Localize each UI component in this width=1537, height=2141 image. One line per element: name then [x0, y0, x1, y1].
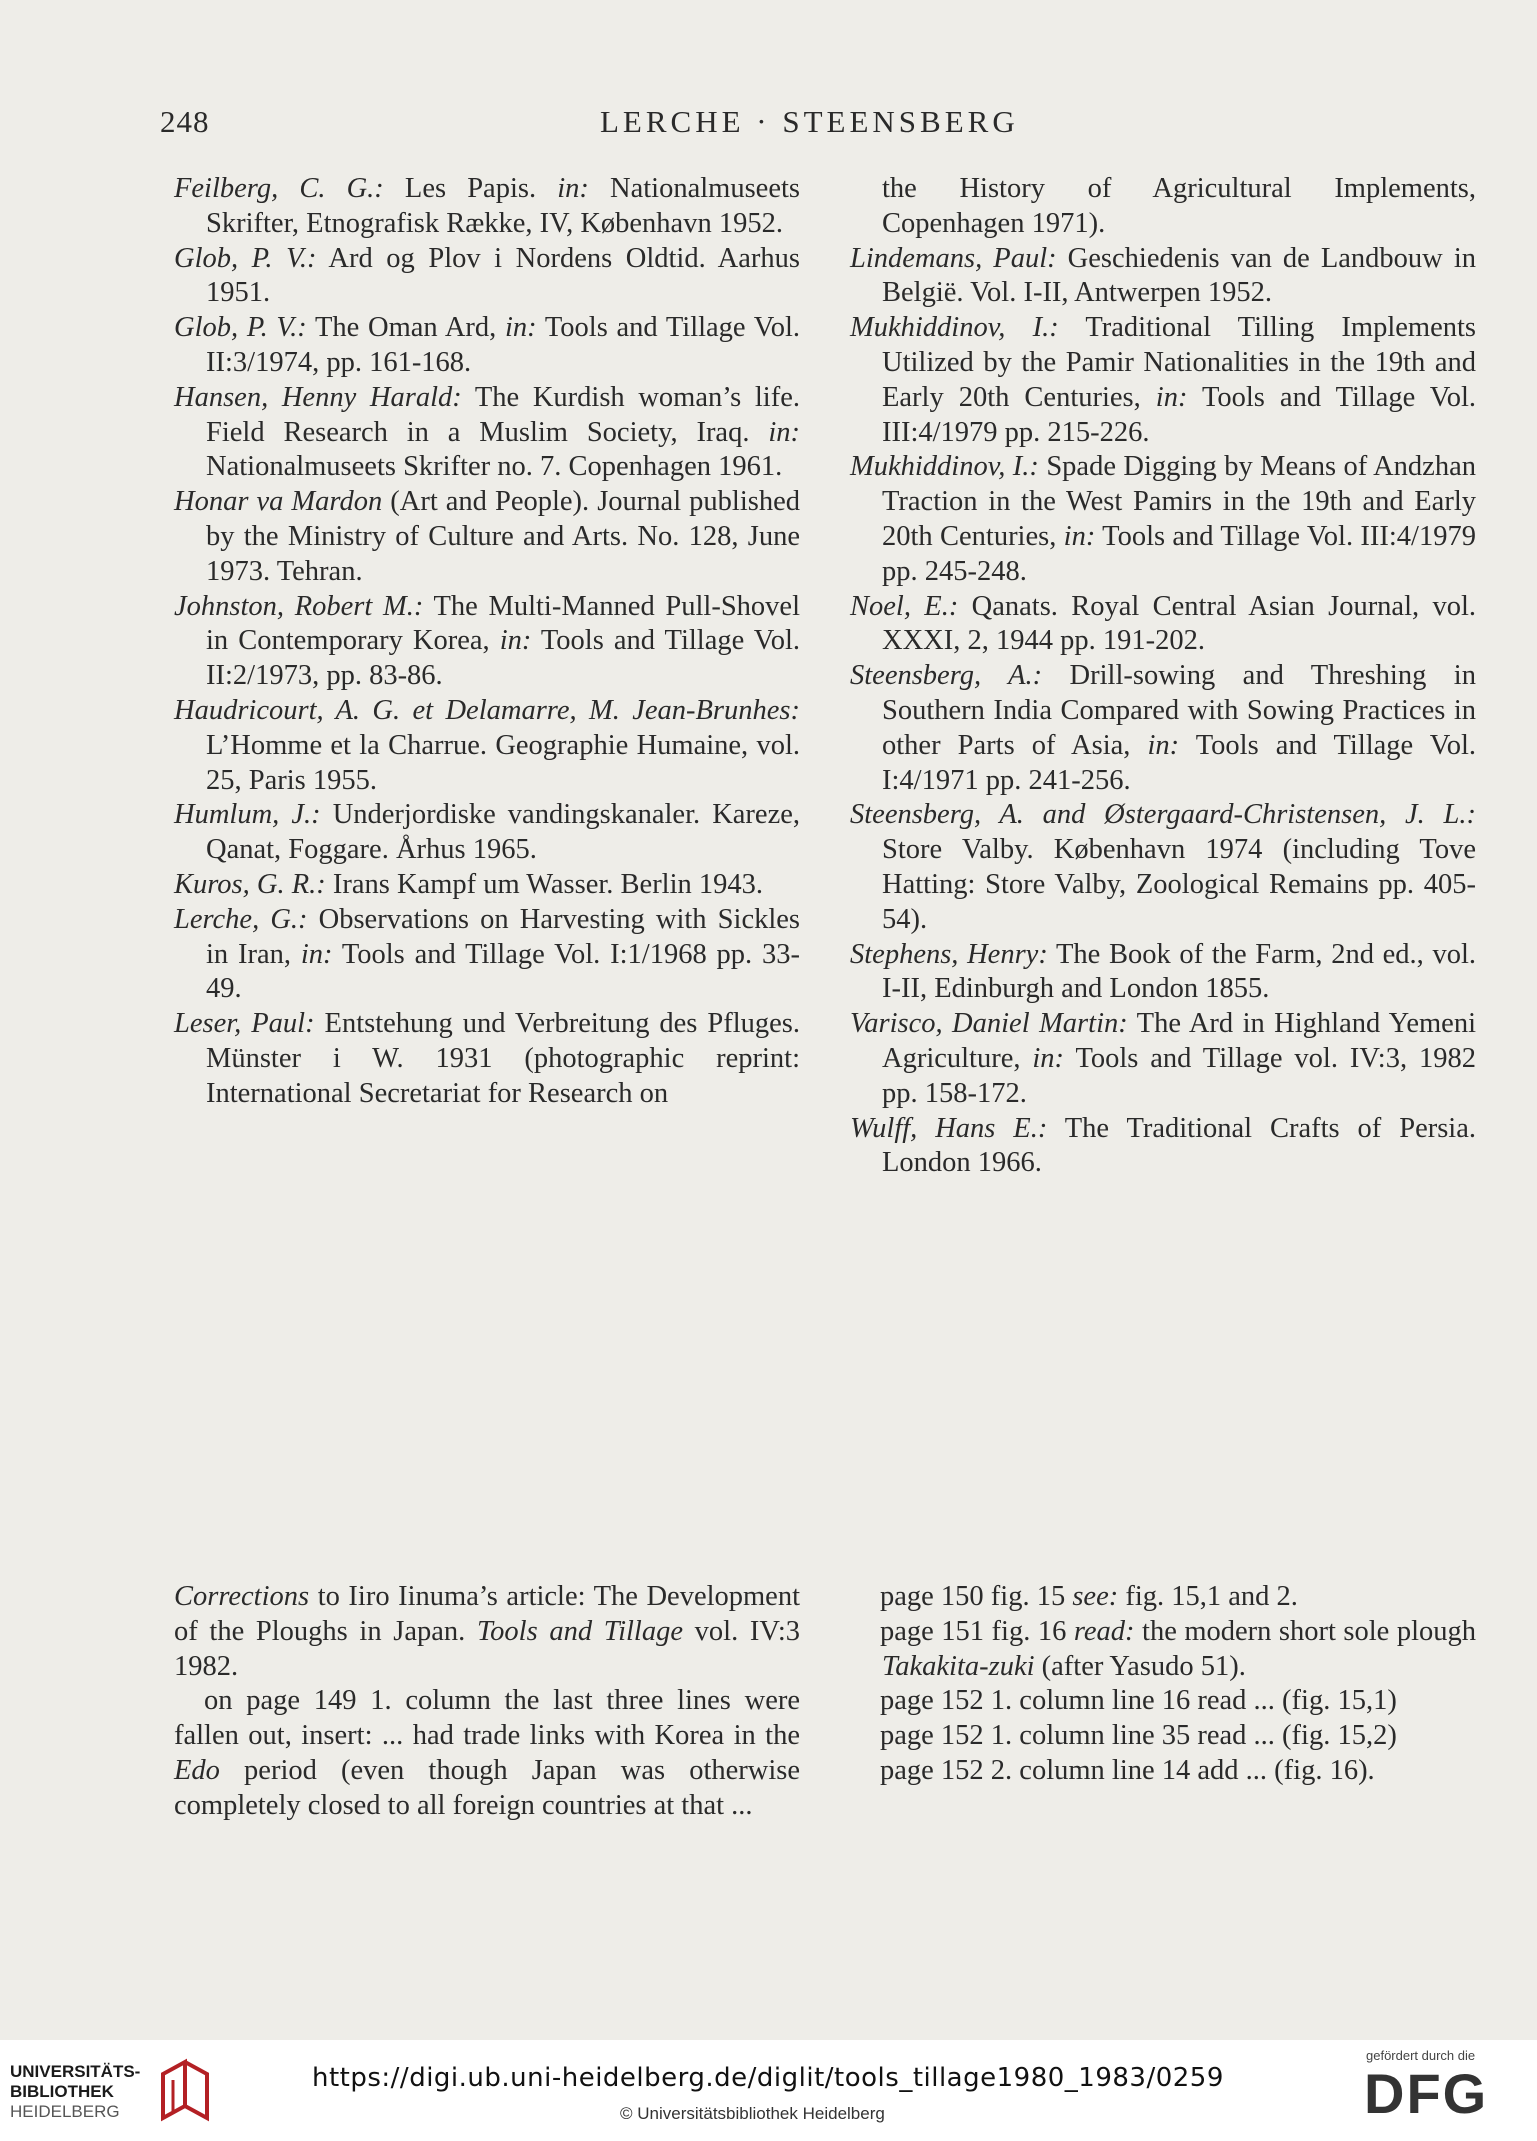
entry-author: Glob, P. V.: [174, 242, 317, 274]
library-name-line1: UNIVERSITÄTS- [10, 2062, 141, 2081]
entry-text: The Oman Ard, [306, 312, 505, 344]
entry-author: Glob, P. V.: [174, 312, 307, 344]
corrections-para-text-end: period (even though Japan was otherwise completely closed to all foreign countries at that ... [174, 1754, 800, 1821]
entry-text: Qanats. Royal Central Asian Journal, vol. XXXI, 2, 1944 pp. 191-202. [882, 590, 1476, 657]
entry-author: Humlum, J.: [174, 799, 321, 831]
corrections-journal: Tools and Tillage [476, 1615, 683, 1647]
entry-author: Noel, E.: [850, 590, 959, 622]
bibliography-entry [174, 868, 800, 903]
entry-in: in: [504, 312, 537, 344]
correction-text: page 151 fig. 16 [880, 1615, 1074, 1647]
entry-rest: Tools and Tillage Vol. II:3/1974, pp. 161-168. [206, 312, 800, 378]
entry-text: The Book of the Farm, 2nd ed., vol. I-II, Edinburgh and London 1855. [882, 938, 1476, 1005]
source-url-link[interactable]: https://digi.ub.uni-heidelberg.de/diglit/tools_tillage1980_1983/0259 [312, 2063, 1224, 2093]
entry-author: Feilberg, C. G.: [174, 173, 384, 204]
entry-author: Steensberg, A.: [850, 660, 1043, 692]
correction-line [850, 1719, 1476, 1754]
bibliography-entry [174, 381, 800, 485]
entry-author: Steensberg, A. and Østergaard-Christensen, J. L.: [850, 799, 1476, 831]
entry-text: Observations on Harvesting with Sickles in Iran, [206, 903, 800, 970]
entry-text: Drill-sowing and Threshing in Southern India Compared with Sowing Practices in other Parts of Asia, [882, 660, 1476, 761]
entry-text: Geschiedenis van de Landbouw in België. Vol. I-II, Antwerpen 1952. [882, 242, 1476, 309]
correction-text: page 152 2. column line 14 add ... (fig. 16). [880, 1754, 1375, 1786]
bibliography-left-column [174, 172, 800, 1112]
bibliography-entry [850, 242, 1476, 312]
entry-text: (Art and People). Journal published by the Ministry of Culture and Arts. No. 128, June 1973. Tehran. [206, 486, 800, 587]
entry-in: in: [557, 173, 589, 204]
bibliography-entry [850, 450, 1476, 589]
bibliography-entry [850, 1112, 1476, 1182]
entry-author: Lindemans, Paul: [850, 242, 1057, 274]
entry-in: in: [1063, 520, 1096, 552]
entry-author: Leser, Paul: [174, 1008, 315, 1040]
entry-in: in: [1155, 381, 1188, 413]
bibliography-entry [850, 798, 1476, 937]
correction-read: read: [1073, 1615, 1135, 1647]
entry-author: Lerche, G.: [174, 903, 308, 935]
entry-rest: Tools and Tillage Vol. I:1/1968 pp. 33-49. [206, 938, 800, 1005]
bibliography-entry [174, 485, 800, 589]
correction-text: the modern short sole plough [1134, 1615, 1476, 1647]
correction-text: fig. 15,1 and 2. [1118, 1581, 1298, 1612]
library-name-line3: HEIDELBERG [10, 2102, 120, 2121]
entry-author: Johnston, Robert M.: [174, 590, 424, 622]
entry-text: The Kurdish woman’s life. Field Research in a Muslim Society, Iraq. [206, 381, 800, 448]
entry-in: in: [768, 416, 800, 448]
bibliography-entry [850, 311, 1476, 450]
entry-text: Entstehung und Verbreitung des Pfluges. Münster i W. 1931 (photographic reprint: International Secretariat for Research on [206, 1008, 800, 1109]
entry-author: Mukhiddinov, I.: [850, 451, 1039, 483]
entry-rest: Tools and Tillage Vol. III:4/1979 pp. 215-226. [882, 381, 1476, 448]
bibliography-entry [850, 938, 1476, 1008]
library-name-line2: BIBLIOTHEK [10, 2082, 114, 2101]
correction-text: page 152 1. column line 35 read ... (fig. 15,2) [880, 1720, 1397, 1752]
entry-in: in: [300, 938, 333, 970]
entry-text: Irans Kampf um Wasser. Berlin 1943. [325, 868, 764, 900]
bibliography-entry [174, 311, 800, 381]
entry-author: Hansen, Henny Harald: [174, 381, 462, 413]
corrections-intro-end: vol. IV:3 1982. [174, 1615, 800, 1682]
correction-see: see: [1072, 1581, 1119, 1612]
correction-text: page 152 1. column line 16 read ... (fig. 15,1) [880, 1685, 1397, 1717]
bibliography-entry [174, 798, 800, 868]
entry-in: in: [1147, 729, 1180, 761]
entry-in: in: [499, 625, 532, 657]
correction-takakita: Takakita-zuki [882, 1650, 1035, 1682]
bibliography-entry [850, 659, 1476, 798]
bibliography-entry [850, 172, 1476, 242]
corrections-edo: Edo [174, 1754, 220, 1786]
entry-text: Spade Digging by Means of Andzhan Traction in the West Pamirs in the 19th and Early 20th Centuries, [882, 451, 1476, 552]
entry-rest: Tools and Tillage Vol. I:4/1971 pp. 241-256. [882, 729, 1476, 796]
entry-author: Kuros, G. R.: [174, 868, 326, 900]
entry-in: in: [1032, 1042, 1065, 1074]
entry-author: Mukhiddinov, I.: [850, 312, 1059, 344]
bibliography-entry [850, 1007, 1476, 1111]
entry-text: The Traditional Crafts of Persia. London 1966. [882, 1112, 1476, 1179]
bibliography-entry [174, 242, 800, 312]
entry-author: Varisco, Daniel Martin: [850, 1008, 1128, 1040]
entry-rest: Tools and Tillage Vol. II:2/1973, pp. 83-86. [206, 625, 800, 692]
bibliography-right-column [850, 172, 1476, 1181]
bibliography-entry [174, 694, 800, 798]
entry-rest: Nationalmuseets Skrifter, Etnografisk Række, IV, København 1952. [206, 173, 800, 239]
library-logo-text[interactable] [10, 2062, 140, 2122]
copyright-notice: © Universitätsbibliothek Heidelberg [620, 2104, 885, 2123]
entry-text: Store Valby. København 1974 (including Tove Hatting: Store Valby, Zoological Remains pp. 405-54). [882, 834, 1476, 935]
entry-rest: Tools and Tillage Vol. III:4/1979 pp. 245-248. [882, 520, 1476, 587]
library-logo-icon [155, 2056, 215, 2126]
correction-line [850, 1615, 1476, 1685]
bibliography-entry [174, 172, 800, 242]
bibliography-entry [174, 1007, 800, 1111]
entry-author: Stephens, Henry: [850, 938, 1048, 970]
entry-text: L’Homme et la Charrue. Geographie Humaine, vol. 25, Paris 1955. [206, 729, 800, 796]
corrections-left [174, 1580, 800, 1824]
entry-text: The Ard in Highland Yemeni Agriculture, [882, 1008, 1476, 1074]
bibliography-entry [174, 590, 800, 694]
entry-text: The Multi-Manned Pull-Shovel in Contemporary Korea, [206, 590, 800, 657]
bibliography-entry [174, 903, 800, 1007]
correction-line [850, 1684, 1476, 1719]
corrections-para-text: on page 149 1. column the last three lines were fallen out, insert: ... had trade links with Korea in the [174, 1685, 800, 1752]
entry-text: Traditional Tilling Implements Utilized by the Pamir Nationalities in the 19th and Early 20th Centuries, [882, 312, 1476, 413]
entry-text: Les Papis. [383, 173, 558, 204]
bibliography-entry [850, 590, 1476, 660]
entry-author: Wulff, Hans E.: [850, 1112, 1048, 1144]
page-number: 248 [160, 104, 210, 139]
correction-line [850, 1580, 1476, 1615]
dfg-logo[interactable]: DFG [1364, 2062, 1489, 2125]
corrections-right [850, 1580, 1476, 1789]
entry-rest: Tools and Tillage vol. IV:3, 1982 pp. 158-172. [882, 1042, 1476, 1109]
corrections-intro-text: to Iiro Iinuma’s article: The Development of the Ploughs in Japan. [174, 1581, 800, 1647]
entry-rest: Nationalmuseets Skrifter no. 7. Copenhagen 1961. [206, 451, 783, 483]
entry-text: Ard og Plov i Nordens Oldtid. Aarhus 1951. [206, 242, 800, 309]
dfg-caption: gefördert durch die [1366, 2048, 1476, 2063]
corrections-label: Corrections [174, 1581, 310, 1612]
entry-author: Haudricourt, A. G. et Delamarre, M. Jean-Brunhes: [174, 694, 800, 726]
corrections-insert-para [174, 1684, 800, 1823]
entry-text: the History of Agricultural Implements, Copenhagen 1971). [882, 173, 1476, 239]
entry-author: Honar va Mardon [174, 486, 383, 518]
correction-line [850, 1754, 1476, 1789]
correction-text: page 150 fig. 15 [880, 1581, 1073, 1612]
entry-text: Underjordiske vandingskanaler. Kareze, Qanat, Foggare. Århus 1965. [206, 799, 800, 866]
running-head: LERCHE · STEENSBERG [600, 104, 1019, 139]
correction-text: (after Yasudo 51). [1034, 1650, 1246, 1682]
corrections-intro [174, 1580, 800, 1684]
